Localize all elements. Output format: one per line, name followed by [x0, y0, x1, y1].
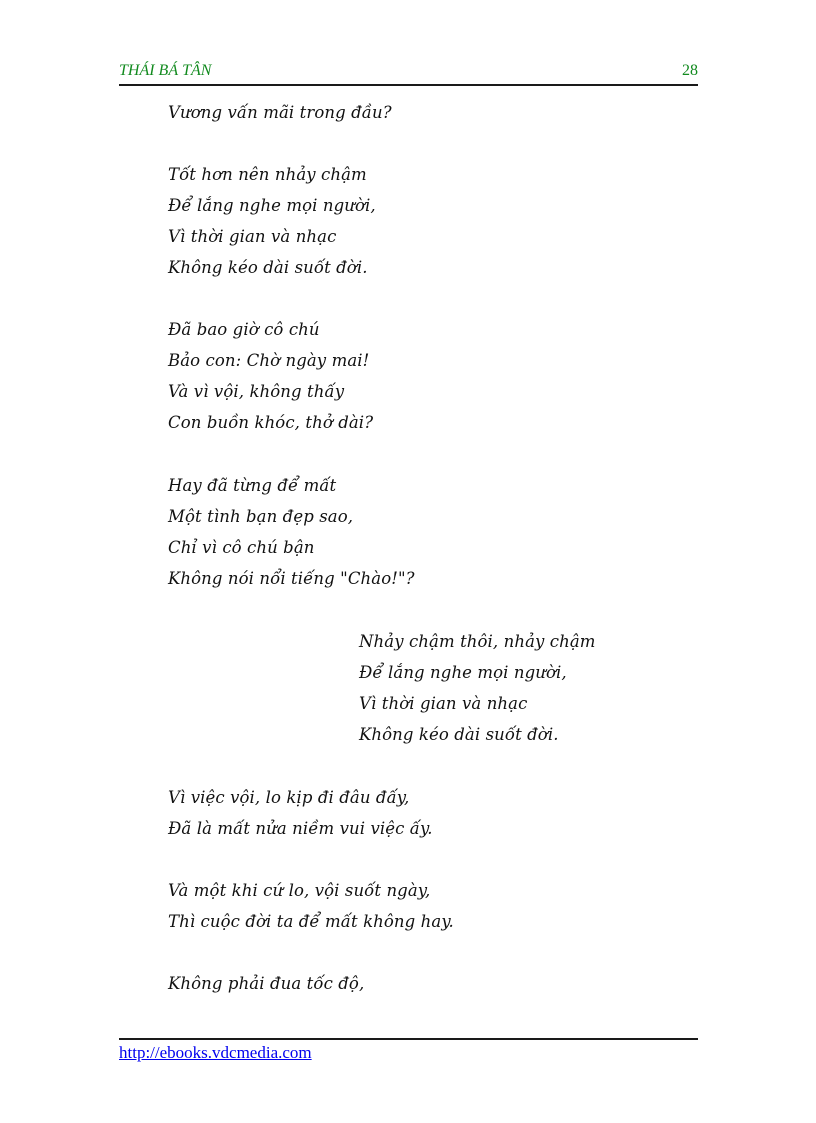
poem-line: Hay đã từng để mất	[168, 476, 337, 495]
poem-line: Và vì vội, không thấy	[168, 382, 345, 401]
poem-line: Để lắng nghe mọi người,	[168, 196, 376, 215]
refrain-line: Nhảy chậm thôi, nhảy chậm	[359, 632, 596, 651]
header-title: THÁI BÁ TÂN	[119, 62, 212, 79]
page-number: 28	[682, 62, 698, 79]
footer-divider	[119, 1038, 698, 1040]
poem-line: Và một khi cứ lo, vội suốt ngày,	[168, 881, 431, 900]
poem-line: Không nói nổi tiếng "Chào!"?	[168, 569, 415, 588]
poem-line: Không kéo dài suốt đời.	[168, 258, 368, 277]
poem-line: Thì cuộc đời ta để mất không hay.	[168, 912, 454, 931]
poem-line: Bảo con: Chờ ngày mai!	[168, 351, 370, 370]
poem-line: Chỉ vì cô chú bận	[168, 538, 315, 557]
poem-line: Không phải đua tốc độ,	[168, 974, 365, 993]
poem-line: Vì việc vội, lo kịp đi đâu đấy,	[168, 788, 410, 807]
poem-line: Vì thời gian và nhạc	[168, 227, 337, 246]
poem-line: Đã là mất nửa niềm vui việc ấy.	[168, 819, 433, 838]
poem-line: Một tình bạn đẹp sao,	[168, 507, 354, 526]
poem-line: Đã bao giờ cô chú	[168, 320, 320, 339]
refrain-line: Để lắng nghe mọi người,	[359, 663, 567, 682]
refrain-line: Không kéo dài suốt đời.	[359, 725, 559, 744]
footer-link[interactable]: http://ebooks.vdcmedia.com	[119, 1043, 312, 1062]
refrain-line: Vì thời gian và nhạc	[359, 694, 528, 713]
poem-line: Con buồn khóc, thở dài?	[168, 413, 374, 432]
poem-line: Tốt hơn nên nhảy chậm	[168, 165, 367, 184]
poem-line: Vương vấn mãi trong đầu?	[168, 103, 392, 122]
